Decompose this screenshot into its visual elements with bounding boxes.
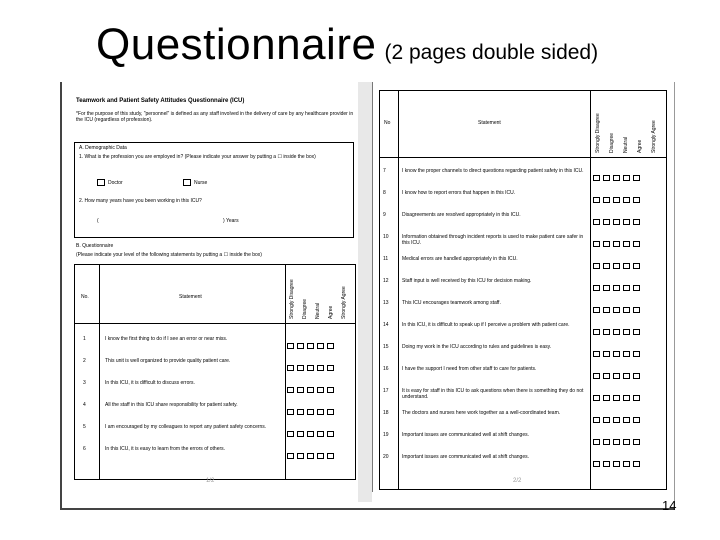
questionnaire-scan: [60, 82, 675, 510]
years-open-paren: (: [97, 218, 99, 224]
option-doctor[interactable]: [97, 179, 123, 187]
likert-options[interactable]: [593, 279, 643, 297]
demographic-section: [74, 142, 354, 238]
section-a-title: A. Demographic Data: [79, 145, 127, 151]
column-divider: [99, 265, 100, 479]
scale-strongly-agree: Strongly Agree: [341, 286, 347, 319]
scale-disagree: Disagree: [302, 298, 308, 319]
row-statement: This ICU encourages teamwork among staff.: [402, 300, 501, 306]
likert-options[interactable]: [593, 257, 643, 275]
likert-options[interactable]: [593, 411, 643, 429]
slide-title: [96, 20, 598, 70]
column-divider: [285, 265, 286, 479]
row-number: 10: [383, 234, 389, 240]
page-gutter: [358, 82, 372, 502]
scale-neutral: Neutral: [315, 302, 321, 319]
likert-options[interactable]: [593, 367, 643, 385]
questionnaire-intro: *For the purpose of this study, "personnel" is defined as any staff involved in the delivery of care by any healthcare provider in the ICU (regardless of profession).: [76, 111, 354, 123]
row-statement: In this ICU, it is easy to learn from the errors of others.: [105, 446, 226, 452]
statements-table-right: [379, 90, 667, 490]
section-b-note: (Please indicate your level of the following statements by putting a ☐ inside the box): [76, 252, 262, 258]
slide-title-subtitle: (2 pages double sided): [384, 41, 599, 64]
row-statement: I know the proper channels to direct questions regarding patient safety in this ICU.: [402, 168, 584, 174]
row-number: 1: [83, 336, 86, 342]
section-b-title: B. Questionnaire: [76, 243, 114, 249]
doctor-checkbox[interactable]: [97, 179, 105, 186]
row-number: 9: [383, 212, 386, 218]
scale-neutral: Neutral: [623, 136, 629, 153]
row-number: 4: [83, 402, 86, 408]
likert-options[interactable]: [593, 169, 643, 187]
row-statement: Disagreements are resolved appropriately in this ICU.: [402, 212, 521, 218]
row-statement: Important issues are communicated well at shift changes.: [402, 454, 530, 460]
scale-disagree: Disagree: [609, 132, 615, 153]
likert-options[interactable]: [593, 323, 643, 341]
row-number: 13: [383, 300, 389, 306]
row-number: 6: [83, 446, 86, 452]
page-number: 1/2: [206, 478, 215, 484]
row-statement: All the staff in this ICU share responsibility for patient safety.: [105, 402, 238, 408]
scale-strongly-disagree: Strongly Disagree: [289, 279, 295, 319]
row-number: 3: [83, 380, 86, 386]
likert-options[interactable]: [593, 191, 643, 209]
question-1: 1. What is the profession you are employed in? (Please indicate your answer by putting a ☐ inside the box): [79, 154, 316, 160]
questionnaire-page-2: [372, 82, 671, 492]
row-statement: I am encouraged by my colleagues to report any patient safety concerns.: [105, 424, 267, 430]
likert-options[interactable]: [593, 433, 643, 451]
likert-options[interactable]: [593, 389, 643, 407]
scale-strongly-disagree: Strongly Disagree: [595, 113, 601, 153]
header-divider: [380, 157, 666, 158]
likert-options[interactable]: [593, 455, 643, 473]
option-doctor-label: Doctor: [108, 179, 123, 186]
row-number: 12: [383, 278, 389, 284]
row-number: 7: [383, 168, 386, 174]
col-no-header: No: [384, 120, 391, 126]
row-number: 11: [383, 256, 389, 262]
row-statement: Important issues are communicated well at shift changes.: [402, 432, 530, 438]
questionnaire-page-1: [66, 82, 358, 492]
likert-options[interactable]: [593, 345, 643, 363]
row-number: 19: [383, 432, 389, 438]
row-statement: In this ICU, it is difficult to speak up if I perceive a problem with patient care.: [402, 322, 570, 328]
row-number: 18: [383, 410, 389, 416]
row-number: 2: [83, 358, 86, 364]
likert-options[interactable]: [287, 447, 337, 465]
nurse-checkbox[interactable]: [183, 179, 191, 186]
years-close-label: ) Years: [223, 218, 239, 224]
col-statement-header: Statement: [478, 120, 501, 126]
column-divider: [398, 91, 399, 489]
row-number: 17: [383, 388, 389, 394]
likert-options[interactable]: [593, 213, 643, 231]
likert-options[interactable]: [593, 235, 643, 253]
row-number: 8: [383, 190, 386, 196]
option-nurse-label: Nurse: [194, 179, 208, 186]
row-statement: Staff input is well received by this ICU for decision making.: [402, 278, 532, 284]
likert-options[interactable]: [287, 337, 337, 355]
likert-options[interactable]: [287, 425, 337, 443]
questionnaire-heading: Teamwork and Patient Safety Attitudes Questionnaire (ICU): [76, 98, 245, 104]
question-2: 2. How many years have you been working in this ICU?: [79, 198, 202, 204]
row-statement: Medical errors are handled appropriately in this ICU.: [402, 256, 518, 262]
scale-agree: Agree: [637, 139, 643, 153]
col-no-header: No.: [81, 294, 89, 300]
row-number: 5: [83, 424, 86, 430]
row-statement: Information obtained through incident reports is used to make patient care safer in this ICU.: [402, 234, 584, 246]
row-statement: Doing my work in the ICU according to rules and guidelines is easy.: [402, 344, 552, 350]
row-statement: I know how to report errors that happen in this ICU.: [402, 190, 516, 196]
slide-title-main: Questionnaire: [96, 20, 377, 69]
row-statement: It is easy for staff in this ICU to ask questions when there is something they do not understand.: [402, 388, 584, 400]
slide-number: 14: [662, 498, 677, 513]
row-statement: In this ICU, it is difficult to discuss errors.: [105, 380, 195, 386]
likert-options[interactable]: [593, 301, 643, 319]
row-statement: I know the first thing to do if I see an error or near miss.: [105, 336, 228, 342]
col-statement-header: Statement: [179, 294, 202, 300]
option-nurse[interactable]: [183, 179, 207, 187]
page-number: 2/2: [513, 478, 522, 484]
row-statement: The doctors and nurses here work together as a well-coordinated team.: [402, 410, 561, 416]
row-number: 20: [383, 454, 389, 460]
scale-strongly-agree: Strongly Agree: [651, 120, 657, 153]
row-statement: I have the support I need from other staff to care for patients.: [402, 366, 537, 372]
row-number: 14: [383, 322, 389, 328]
header-divider: [75, 323, 355, 324]
likert-options[interactable]: [287, 359, 337, 377]
row-number: 16: [383, 366, 389, 372]
scale-agree: Agree: [328, 305, 334, 319]
likert-options[interactable]: [287, 381, 337, 399]
row-statement: This unit is well organized to provide quality patient care.: [105, 358, 231, 364]
statements-table-left: [74, 264, 356, 480]
row-number: 15: [383, 344, 389, 350]
likert-options[interactable]: [287, 403, 337, 421]
column-divider: [590, 91, 591, 489]
